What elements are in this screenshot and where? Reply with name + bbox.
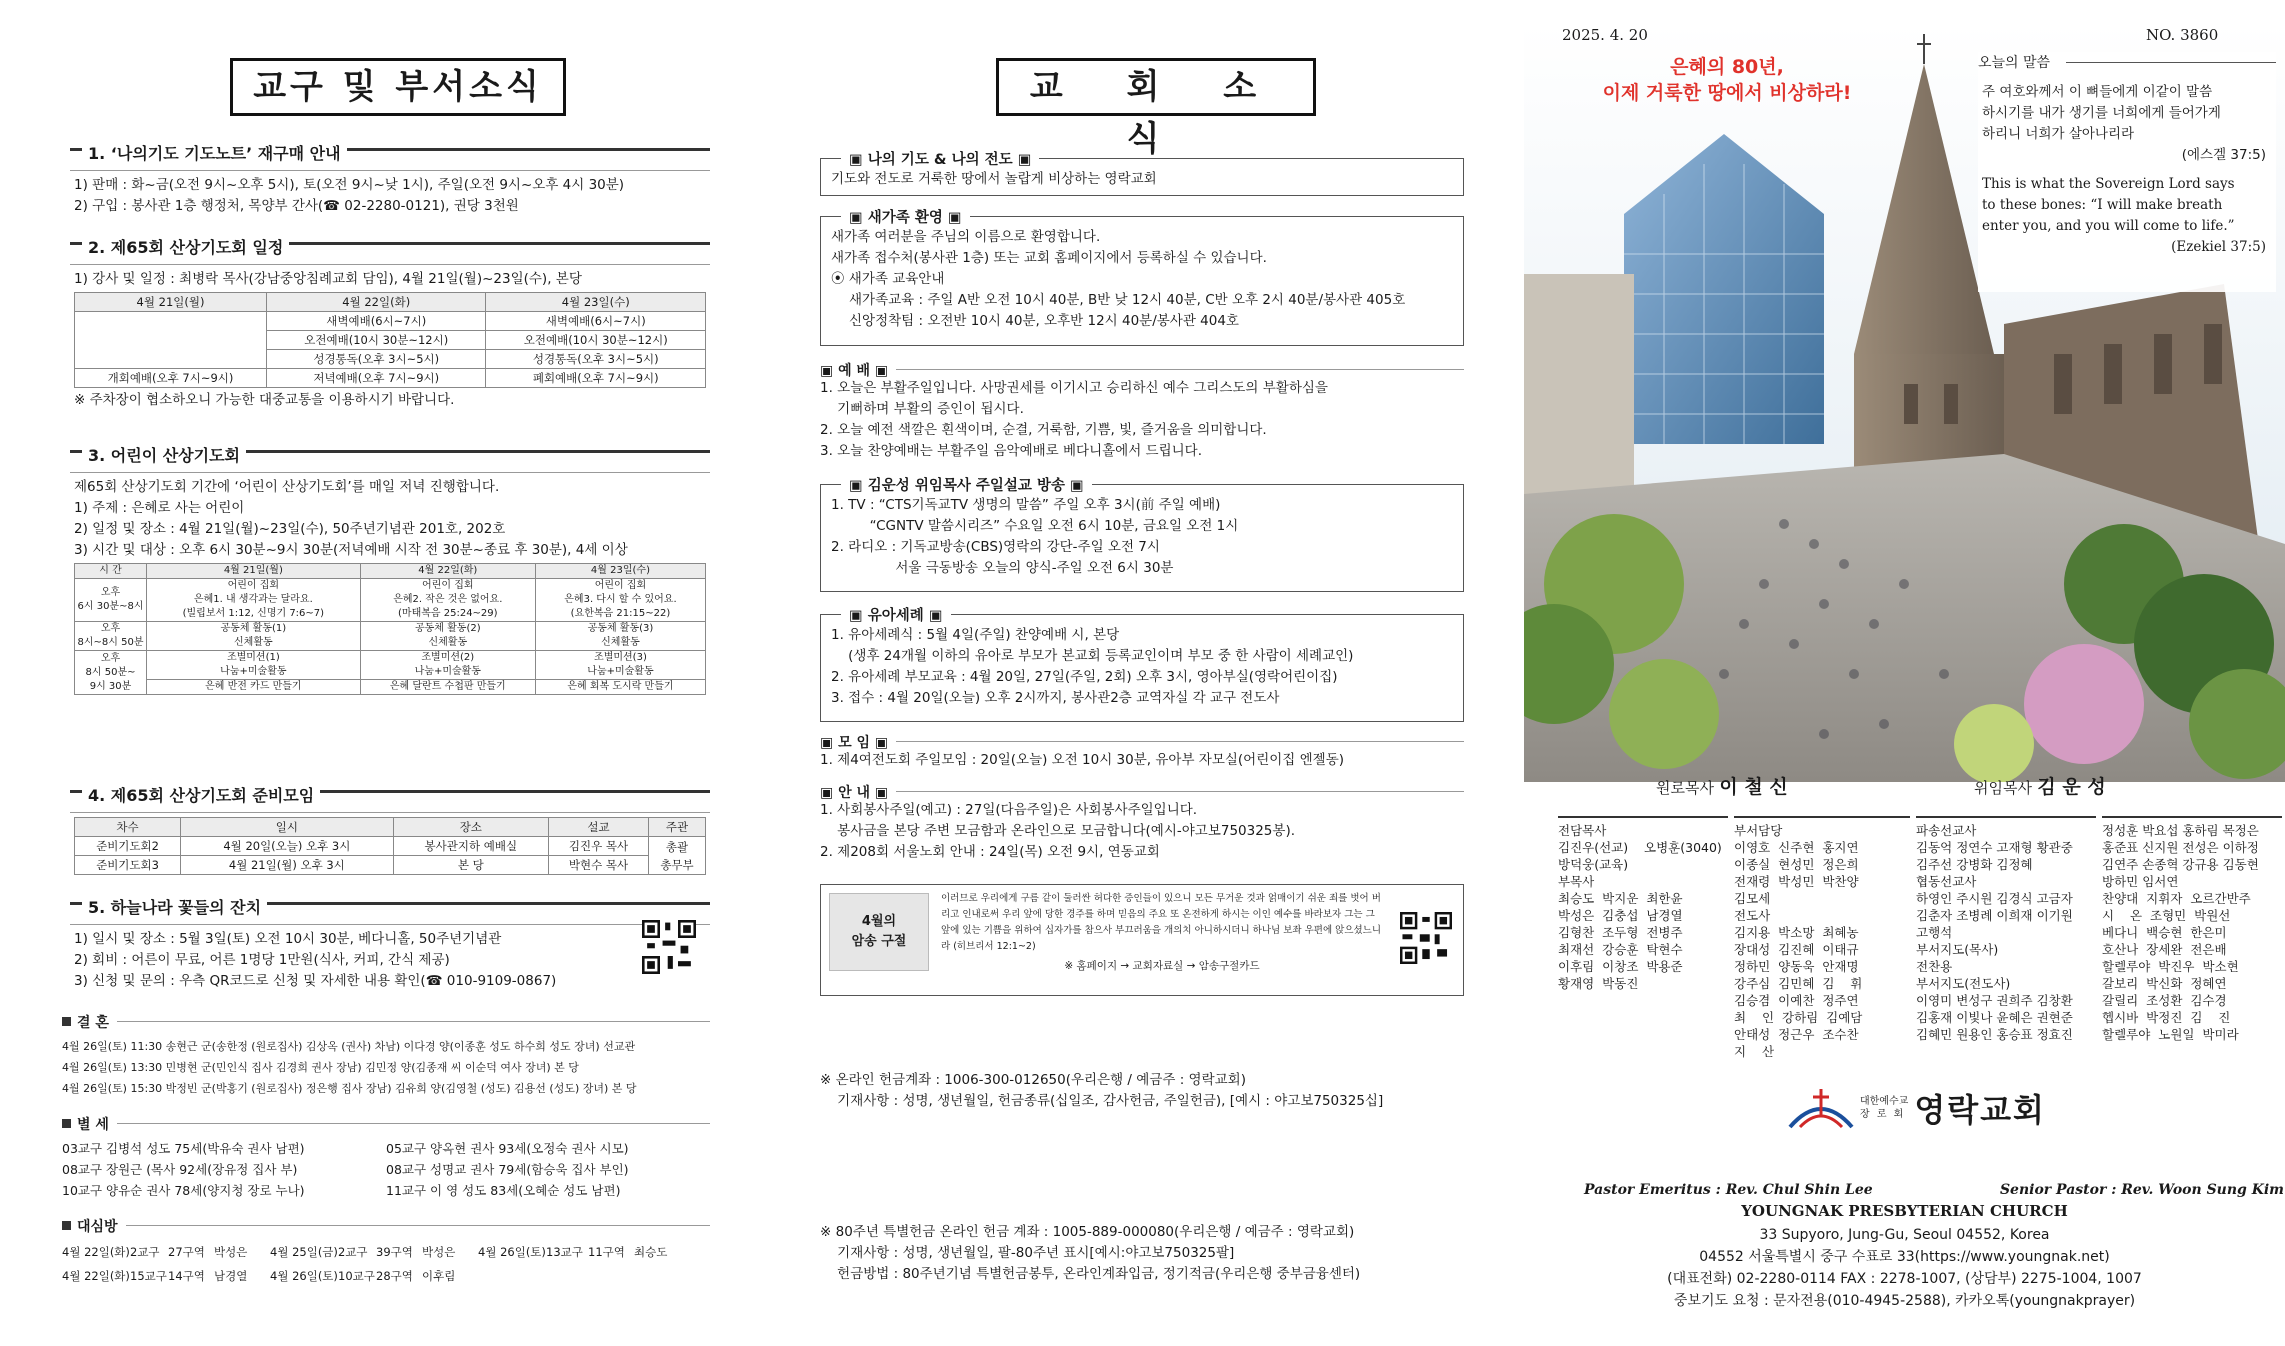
text-line: 제65회 산상기도회 기간에 ‘어린이 산상기도회’를 매일 저녁 진행합니다. [74,479,500,495]
visit-cell [546,1264,588,1288]
text-line: ※ 온라인 헌금계좌 : 1006-300-012650(우리은행 / 예금주 : 영락교회) [820,1072,1246,1088]
staff-line: 부목사 [1558,874,1595,889]
table-cell: 어린이 집회 은혜3. 다시 할 수 있어요. (요한복음 21:15~22) [535,579,705,622]
visit-cell: 2교구 [130,1245,160,1259]
table-header: 4월 23일(수) [535,564,705,579]
table-cell: 김진우 목사 [548,837,648,856]
section-header: ▣ 모 임 ▣ [820,732,1464,750]
column-cover [1524,0,2285,1346]
page-title: 교구 및 부서소식 [230,58,566,116]
visit-cell: 15교구 [130,1269,167,1283]
table-row [75,837,706,856]
section-title: 3. 어린이 산상기도회 [82,443,246,466]
staff-line: 안태성 정근우 조수찬 [1734,1027,1859,1042]
prep-table [74,817,706,875]
slogan-line: 은혜의 80년, [1670,56,1784,78]
table-cell: 조별미션(3) 나눔+미술활동 [535,651,705,680]
text-line: 새가족 여러분을 주님의 이름으로 환영합니다. [831,229,1101,245]
table-cell: 저녁예배(오후 7시~9시) [267,369,486,388]
list-item: 10교구 양유순 권사 78세(양지청 장로 누나) [62,1183,305,1198]
visit-cell: 39구역 [376,1245,413,1259]
table-cell: 오후 6시 30분~8시 [75,579,147,622]
staff-line: 호산나 장세완 전은배 [2102,942,2227,957]
denomination: 대한예수교 [1860,1096,1909,1107]
table-cell: 공동체 활동(3) 신체활동 [535,622,705,651]
staff-line: 박성은 김충섭 남경열 [1558,908,1683,923]
text-line: 기도와 전도로 거룩한 땅에서 놀랍게 비상하는 영락교회 [831,171,1157,187]
table-cell: 새벽예배(6시~7시) [267,312,486,331]
table-cell: 오전예배(10시 30분~12시) [267,331,486,350]
staff-line: 방하민 임서연 [2102,874,2179,889]
table-cell: 본 당 [393,856,548,875]
section-title: 5. 하늘나라 꽃들의 잔치 [82,895,267,918]
table-header: 4월 23일(수) [486,293,706,312]
table-cell: 오후 8시~8시 50분 [75,622,147,651]
table-cell: 어린이 집회 은혜2. 작은 것은 없어요. (마태복음 25:24~29) [360,579,535,622]
table-cell: 박현수 목사 [548,856,648,875]
visit-cell: 13교구 [546,1245,583,1259]
section-visits [62,1216,710,1288]
table-cell: 공동체 활동(1) 신체활동 [147,622,361,651]
staff-line: 최재선 강승훈 탁현수 [1558,942,1683,957]
text-line: 1. 유아세례식 : 5월 4일(주일) 찬양예배 시, 본당 [831,627,1120,643]
column-parish-news [62,0,710,1346]
table-cell: 은혜 달란트 수첩판 만들기 [360,680,535,695]
staff-line: 장대성 김진혜 이태규 [1734,942,1859,957]
section-children-prayer [70,446,710,699]
table-cell: 어린이 집회 은혜1. 내 생각과는 달라요. (빌립보서 1:12, 신명기 7:6~7) [147,579,361,622]
staff-line: 김연주 손종혁 강규용 김동현 [2102,857,2259,872]
table-cell: 총괄 총무부 [648,837,705,875]
visit-cell: 남경열 [214,1269,248,1283]
staff-line: 김동억 정연수 고재형 황관중 [1916,840,2073,855]
staff-line: 부서담당 [1734,823,1783,838]
staff-line: 김모세 [1734,891,1771,906]
staff-line: 부서지도(목사) [1916,942,1999,957]
staff-line: 이종실 현성민 정은희 [1734,857,1859,872]
list-item: 03교구 김병석 성도 75세(박유숙 권사 남편) [62,1141,305,1156]
table-cell: 오후 8시 50분~ 9시 30분 [75,651,147,695]
section-title: ▣ 나의 기도 & 나의 전도 ▣ [841,148,1039,169]
staff-line: 할렐루야 박진우 박소현 [2102,959,2239,974]
text-line: 봉사금을 본당 주변 모금함과 온라인으로 모금합니다(예시-야고보750325봉). [820,823,1295,839]
pastor-name: 이 철 신 [1719,776,1788,798]
church-name: 영락교회 [1914,1091,2046,1129]
visit-cell: 4월 25일(금) [270,1245,338,1259]
note: ※ 주차장이 협소하오니 가능한 대중교통을 이용하시기 바랍니다. [74,392,455,408]
address-line: 04552 서울특별시 중구 수표로 33(https://www.youngnak.net) [1699,1249,2110,1265]
table-header: 일시 [181,818,394,837]
address-line: (대표전화) 02-2280-0114 FAX : 2278-1007, (상담부) 2275-1004, 1007 [1667,1271,2142,1287]
visit-row [62,1264,710,1288]
staff-line: 김홍재 이빛나 윤혜은 권현준 [1916,1010,2073,1025]
staff-line: 이영미 변성구 권희주 김창환 [1916,993,2073,1008]
table-cell: 봉사관지하 예배실 [393,837,548,856]
visit-cell: 14구역 [168,1269,205,1283]
staff-line: 홍준표 신지원 전성은 이하정 [2102,840,2259,855]
text-line: 3) 시간 및 대상 : 오후 6시 30분~9시 30분(저녁예배 시작 전 30분~종료 후 30분), 4세 이상 [74,542,628,558]
staff-column [1734,816,1910,1060]
staff-line: 헵시바 박정진 김 진 [2102,1010,2231,1025]
section-title: 4. 제65회 산상기도회 준비모임 [82,783,320,806]
visit-cell: 4월 26일(토) [270,1269,338,1283]
visit-cell: 이후림 [422,1269,456,1283]
visits-list [62,1234,710,1288]
staff-line: 김진우(선교) 오병훈(3040) [1558,840,1722,855]
pastor-label: 원로목사 [1656,779,1714,797]
staff-line: 김주선 강병화 김정혜 [1916,857,2033,872]
text-line: 2. 라디오 : 기독교방송(CBS)영락의 강단-주일 오전 7시 [831,539,1160,555]
visit-cell: 2교구 [338,1245,368,1259]
text-line: 1) 일시 및 장소 : 5월 3일(토) 오전 10시 30분, 베다니홀, 50주년기념관 [74,931,502,947]
staff-line: 김춘자 조병례 이희재 이기원 [1916,908,2073,923]
church-logo [1786,1080,2046,1136]
table-cell: 공동체 활동(2) 신체활동 [360,622,535,651]
text-line: 기재사항 : 성명, 생년월일, 헌금종류(십일조, 감사헌금, 주일헌금), [예시 : 야고보750325십] [820,1093,1384,1109]
column-church-news [820,0,1468,1346]
table-header: 4월 21일(월) [147,564,361,579]
staff-line: 최 인 강하림 김예담 [1734,1010,1863,1025]
staff-line: 찬양대 지휘자 오르간반주 [2102,891,2251,906]
table-header: 4월 22일(화) [267,293,486,312]
text-line: 2. 제208회 서울노회 안내 : 24일(목) 오전 9시, 연동교회 [820,844,1160,860]
table-cell: 은혜 반전 카드 만들기 [147,680,361,695]
text-line: 2) 일정 및 장소 : 4월 21일(월)~23일(수), 50주년기념관 201호, 202호 [74,521,506,537]
list-item: 08교구 장원근 (목사 92세(장유정 집사 부) [62,1162,298,1177]
staff-line: 갈보리 박신화 정혜연 [2102,976,2227,991]
section-prep-meeting [70,786,710,879]
visit-cell: 최승도 [634,1245,668,1259]
section-prayer-note [70,144,710,221]
table-cell: 4월 20일(오늘) 오후 3시 [181,837,394,856]
section-heaven-flowers [70,898,710,996]
table-cell: 성경통독(오후 3시~5시) [267,350,486,369]
staff-line: 협동선교사 [1916,874,1977,889]
visit-cell: 28구역 [376,1269,413,1283]
pastor-emeritus-en: Pastor Emeritus : Rev. Chul Shin Lee [1584,1182,1873,1198]
section-header [62,1114,710,1132]
verse-line: 하리니 너희가 살아나리라 [1982,126,2135,142]
visit-row [62,1240,710,1264]
text-line: 3. 오늘 찬양예배는 부활주일 음악예배로 베다니홀에서 드립니다. [820,443,1202,459]
box-prayer [820,152,1464,196]
text-line: 2) 회비 : 어른이 무료, 어른 1명당 1만원(식사, 커피, 간식 제공) [74,952,450,968]
qr-code-icon[interactable] [1400,912,1452,964]
table-cell: 준비기도회3 [75,856,181,875]
table-header: 설교 [548,818,648,837]
table-cell: 조별미션(1) 나눔+미술활동 [147,651,361,680]
section-wedding [62,1012,710,1099]
table-header: 4월 22일(화) [360,564,535,579]
section-header [62,1216,710,1234]
verse-ref: (에스겔 37:5) [2181,147,2266,163]
staff-line: 정성훈 박요섭 홍하림 목정은 [2102,823,2259,838]
staff-line: 할렐루야 노원일 박미라 [2102,1027,2239,1042]
visit-cell: 박성은 [214,1245,248,1259]
text-line: 새가족 접수처(봉사관 1층) 또는 교회 홈페이지에서 등록하실 수 있습니다. [831,250,1267,266]
text-line: 1. TV : “CTS기독교TV 생명의 말씀” 주일 오후 3시(前 주일 예배) [831,497,1221,513]
section-title: 별 세 [77,1117,109,1133]
text-line: 3. 접수 : 4월 20일(오늘) 오후 2시까지, 봉사관2층 교역자실 각 교구 전도사 [831,690,1280,706]
text-line: 서울 극동방송 오늘의 양식-주일 오전 6시 30분 [831,560,1174,576]
verse-ref-en: (Ezekiel 37:5) [2171,239,2266,255]
visit-cell: 4월 22일(화) [62,1245,130,1259]
pastor-name: 김 운 성 [2037,776,2106,798]
staff-line: 방덕웅(교육) [1558,857,1629,872]
text-line: 2. 오늘 예전 색깔은 흰색이며, 순결, 거룩함, 기쁨, 빛, 즐거움을 의미합니다. [820,422,1267,438]
staff-line: 부서지도(전도사) [1916,976,2011,991]
denomination: 장 로 회 [1860,1109,1906,1120]
word-of-the-day [1978,52,2276,292]
section-offering-account [820,1070,1464,1112]
table-row [75,579,706,622]
section-worship [820,360,1464,462]
table-row [75,680,706,695]
staff-line: 강주심 김민혜 김 휘 [1734,976,1863,991]
text-line: 3) 신청 및 문의 : 우측 QR코드로 신청 및 자세한 내용 확인(☎ 010-9109-0867) [74,973,557,989]
table-cell: 4월 21일(월) 오후 3시 [181,856,394,875]
text-line: 기뻐하며 부활의 증인이 됩시다. [820,401,1024,417]
staff-line: 황재영 박동진 [1558,976,1639,991]
staff-line: 전찬용 [1916,959,1953,974]
table-cell: 성경통독(오후 3시~5시) [486,350,706,369]
visit-cell: 박성은 [422,1245,456,1259]
staff-line: 파송선교사 [1916,823,1977,838]
text-line: 1. 사회봉사주일(예고) : 27일(다음주일)은 사회봉사주일입니다. [820,802,1198,818]
visit-cell: 10교구 [338,1269,375,1283]
visit-cell [588,1264,634,1288]
text-line: 헌금방법 : 80주년기념 특별헌금봉투, 온라인계좌입금, 정기적금(우리은행 중부금융센터) [820,1266,1361,1282]
table-header: 4월 21일(월) [75,293,267,312]
visit-cell [634,1264,690,1288]
issue-number: NO. 3860 [2146,26,2219,44]
text-line: 2) 구입 : 봉사관 1층 행정처, 목양부 간사(☎ 02-2280-0121), 권당 3천원 [74,198,519,214]
text-line: 4월 26일(토) 15:30 박정빈 군(박홍기 (원로집사) 정은행 집사 장남) 김유희 양(김영철 (성도) 김용선 (성도) 장녀) 본 당 [62,1082,637,1095]
verse-line: 하시기를 내가 생기를 너희에게 들어가게 [1982,105,2221,121]
children-table [74,563,706,695]
list-item: 05교구 양옥현 권사 93세(오정숙 권사 시모) [386,1141,629,1156]
church-logo-icon [1786,1083,1856,1133]
schedule-table [74,292,706,388]
section-meeting [820,732,1464,771]
text-line: 새가족교육 : 주일 A반 오전 10시 40분, B반 낮 12시 40분, C반 오후 2시 40분/봉사관 405호 [849,292,1406,308]
section-title: ▣ 유아세례 ▣ [841,604,951,625]
visit-cell [478,1264,546,1288]
text-line: ※ 80주년 특별헌금 온라인 헌금 계좌 : 1005-889-000080(우리은행 / 예금주 : 영락교회) [820,1224,1355,1240]
table-cell: 조별미션(2) 나눔+미술활동 [360,651,535,680]
text-line: 1) 강사 및 일정 : 최병락 목사(강남중앙침례교회 담임), 4월 21일(월)~23일(수), 본당 [74,271,582,287]
text-line: 4월 26일(토) 13:30 민병현 군(민인식 집사 김경희 권사 장남) 김민정 양(김종재 씨 이순덕 여사 장녀) 본 당 [62,1061,579,1074]
staff-line: 갈릴리 조성환 김수경 [2102,993,2227,1008]
text-line: 1. 제4여전도회 주일모임 : 20일(오늘) 오전 10시 30분, 유아부 자모실(어린이집 엔젤동) [820,752,1345,768]
table-row [75,651,706,680]
verse-line-en: This is what the Sovereign Lord says [1982,176,2235,192]
address-line: 중보기도 요청 : 문자전용(010-4945-2588), 카카오톡(youngnakprayer) [1673,1293,2136,1309]
section-title: ▣ 김운성 위임목사 주일설교 방송 ▣ [841,474,1092,495]
staff-column [1916,816,2096,1060]
verse-line: 주 여호와께서 이 뼈들에게 이같이 말씀 [1982,84,2213,100]
table-row [75,856,706,875]
staff-column [2102,816,2282,1060]
text-line: 2. 유아세례 부모교육 : 4월 20일, 27일(주일, 2회) 오후 3시, 영아부실(영락어린이집) [831,669,1338,685]
staff-line: 최승도 박지운 최한윤 [1558,891,1683,906]
table-cell: 새벽예배(6시~7시) [486,312,706,331]
text-line: 4월 26일(토) 11:30 송현근 군(송한정 (원로집사) 김상옥 (권사) 차남) 이다경 양(이종훈 성도 하수희 성도 장녀) 선교관 [62,1040,636,1053]
list-item: 11교구 이 영 성도 83세(오혜순 성도 남편) [386,1183,621,1198]
table-cell: 오전예배(10시 30분~12시) [486,331,706,350]
staff-line: 김혜민 원용인 홍승표 정효진 [1916,1027,2073,1042]
text-line: 1) 판매 : 화~금(오전 9시~오후 5시), 토(오전 9시~낮 1시), 주일(오전 9시~오후 4시 30분) [74,177,625,193]
verse-line-en: to these bones: “I will make breath [1982,197,2223,213]
staff-line: 하영인 주시원 김경식 고금자 [1916,891,2073,906]
memory-label: 4월의 암송 구절 [829,893,929,971]
staff-line: 정하민 양동욱 안재명 [1734,959,1859,974]
staff-line: 김형찬 조두형 전병주 [1558,925,1683,940]
address-block [1524,1224,2285,1312]
section-prayer-schedule [70,238,710,415]
staff-line: 이영호 신주현 홍지연 [1734,840,1859,855]
table-header: 주관 [648,818,705,837]
qr-code-icon[interactable] [642,920,696,974]
slogan [1562,54,1892,106]
memory-link[interactable]: ※ 홈페이지 → 교회자료실 → 암송구절카드 [1064,960,1260,972]
senior-pastor-en: Senior Pastor : Rev. Woon Sung Kim [1999,1182,2284,1198]
table-cell: 은혜 회복 도시락 만들기 [535,680,705,695]
section-deaths [62,1114,710,1201]
staff-line: 시 온 조형민 박원선 [2102,908,2231,923]
staff-line: 전재령 박성민 박찬양 [1734,874,1859,889]
word-title: 오늘의 말씀 [1978,55,2056,71]
visit-cell: 4월 26일(토) [478,1245,546,1259]
table-cell: 개회예배(오후 7시~9시) [75,369,267,388]
table-header: 장소 [393,818,548,837]
box-baptism [820,608,1464,722]
text-line: “CGNTV 말씀시리즈” 수요일 오전 6시 10분, 금요일 오전 1시 [831,518,1239,534]
section-title: 결 혼 [77,1015,109,1031]
issue-date: 2025. 4. 20 [1562,26,1648,44]
text-line: ⦿ 새가족 교육안내 [831,271,945,287]
table-row [75,622,706,651]
staff-line: 전담목사 [1558,823,1607,838]
visit-cell: 4월 22일(화) [62,1269,130,1283]
visit-cell: 27구역 [168,1245,205,1259]
text-line: (생후 24개월 이하의 유아로 부모가 본교회 등록교인이며 부모 중 한 사람이 세례교인) [831,648,1354,664]
box-broadcast [820,478,1464,592]
table-cell: 준비기도회2 [75,837,181,856]
memory-text: 이러므로 우리에게 구름 같이 둘러싼 허다한 증인들이 있으니 모든 무거운 것과 얽매이기 쉬운 죄를 벗어 버리고 인내로써 우리 앞에 당한 경주를 하며 믿음의 주요 또 온전하게 하시는 이인 예수를 바라보자 그는 그 앞에 있는 기쁨을 위하여 십자가를 참으사 부끄러움을 개의치 아니하시더니 하나님 보좌 우편에 앉으셨느니라 (히브리서 12:1~2) [941,893,1382,952]
text-line: 1. 오늘은 부활주일입니다. 사망권세를 이기시고 승리하신 예수 그리스도의 부활하심을 [820,380,1328,396]
section-title: ▣ 새가족 환영 ▣ [841,206,970,227]
text-line: 기재사항 : 성명, 생년월일, 팔-80주년 표시[예시:야고보750325팔] [820,1245,1235,1261]
staff-directory [1558,816,2282,1060]
page-title: 교 회 소 식 [996,58,1316,116]
verse-line-en: enter you, and you will come to life.” [1982,218,2235,234]
pastor-label: 위임목사 [1974,779,2032,797]
box-memory-verse [820,884,1464,996]
section-header: ▣ 예 배 ▣ [820,360,1464,378]
staff-line: 이후림 이창조 박용준 [1558,959,1683,974]
table-row [75,369,706,388]
staff-line: 고행석 [1916,925,1953,940]
staff-line: 전도사 [1734,908,1771,923]
slogan-line: 이제 거룩한 땅에서 비상하라! [1602,82,1852,104]
word-header [1978,52,2276,72]
section-title: 2. 제65회 산상기도회 일정 [82,235,289,258]
section-header: ▣ 안 내 ▣ [820,782,1464,800]
table-header: 차수 [75,818,181,837]
section-title: 대심방 [77,1219,118,1235]
church-name-en: YOUNGNAK PRESBYTERIAN CHURCH [1741,1202,2068,1220]
section-title: 1. ‘나의기도 기도노트’ 재구매 안내 [82,141,347,164]
table-header: 시 간 [75,564,147,579]
text-line: 1) 주제 : 은혜로 사는 어린이 [74,500,245,516]
section-80th-offering [820,1222,1464,1285]
visit-cell: 11구역 [588,1245,625,1259]
staff-line: 김승겸 이예찬 정주연 [1734,993,1859,1008]
staff-line: 베다니 백승현 한은미 [2102,925,2227,940]
table-cell: 폐회예배(오후 7시~9시) [486,369,706,388]
staff-column [1558,816,1728,1060]
pastor-emeritus [1656,772,1788,799]
senior-pastor [1974,772,2106,799]
staff-line: 김지용 박소망 최혜농 [1734,925,1859,940]
address-line: 33 Supyoro, Jung-Gu, Seoul 04552, Korea [1759,1227,2050,1243]
table-row [75,312,706,331]
list-item: 08교구 성명교 권사 79세(함승욱 집사 부인) [386,1162,629,1177]
pastors-en [1584,1182,2284,1198]
text-line: 신앙정착팀 : 오전반 10시 40분, 오후반 12시 40분/봉사관 404호 [849,313,1239,329]
box-new-family [820,210,1464,346]
section-header [62,1012,710,1030]
staff-line: 지 산 [1734,1044,1775,1059]
section-notice [820,782,1464,863]
